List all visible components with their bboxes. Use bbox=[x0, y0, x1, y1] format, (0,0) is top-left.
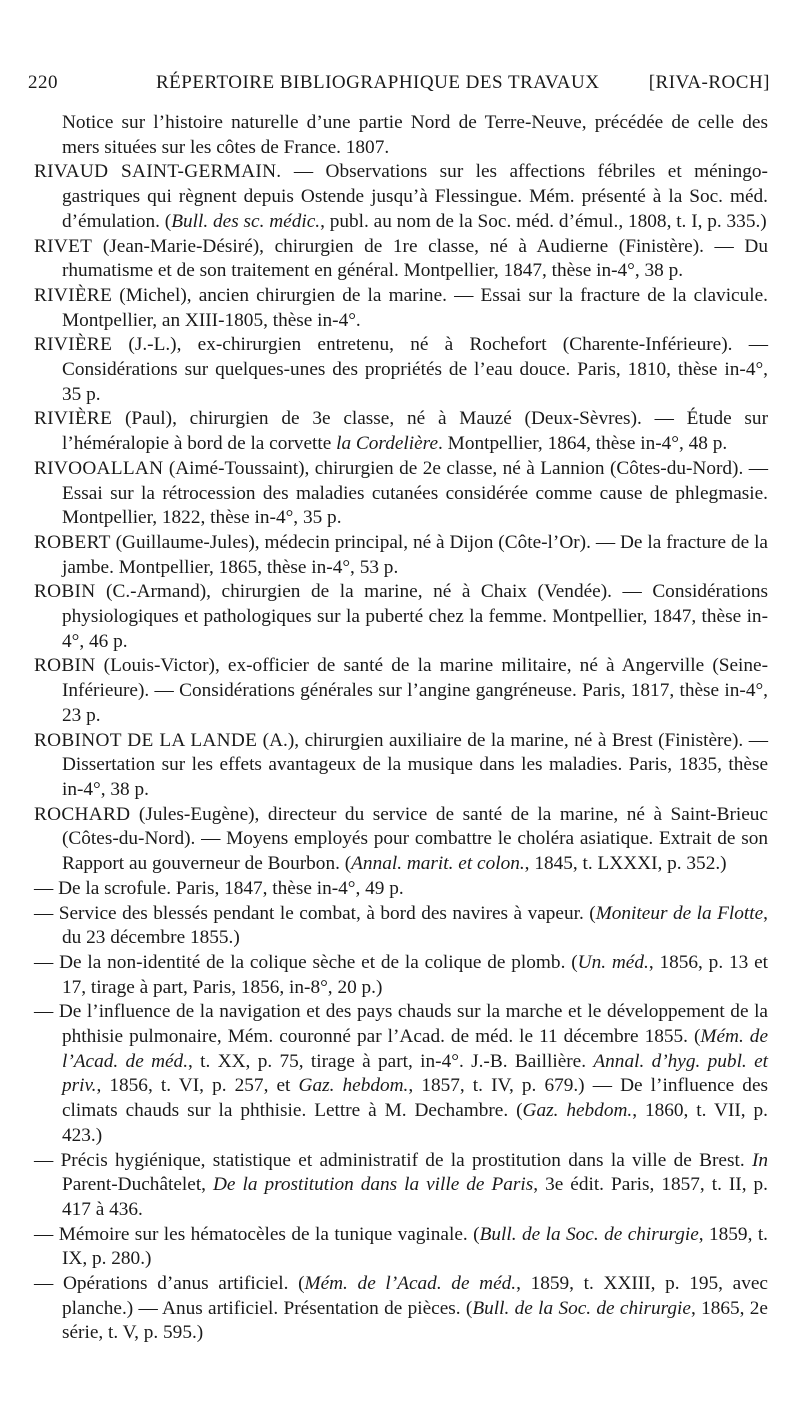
italic-title: Mém. de l’Acad. de méd. bbox=[62, 1026, 768, 1072]
author-name: ROBIN bbox=[34, 581, 96, 603]
author-name: RIVAUD SAINT-GERMAIN. bbox=[34, 161, 282, 183]
entry-range: [RIVA-ROCH] bbox=[648, 72, 770, 93]
entry-text: — Mémoire sur les hématocèles de la tunique vaginale. ( bbox=[34, 1223, 480, 1245]
entry-continuation bbox=[34, 111, 768, 160]
entry-text: , 3e édit. Paris, 1857, t. II, p. 417 à 436. bbox=[62, 1174, 768, 1220]
entry-text: , 1860, t. VII, p. 423.) bbox=[62, 1100, 768, 1146]
entry-text: — De l’influence de la navigation et des pays chauds sur la marche et le développement de la phthisie pulmonaire, Mém. couronné par l’Acad. de méd. le 11 décembre 1855. ( bbox=[34, 1001, 768, 1048]
sub-entry bbox=[34, 1223, 768, 1272]
entry-text: (C.-Armand), chirurgien de la marine, né à Chaix (Vendée). — Considérations physiologiques et pathologiques sur la puberté chez la femme. Montpellier, 1847, thèse in-4°, 46 p. bbox=[62, 581, 768, 652]
entry-text: (Jules-Eugène), directeur du service de santé de la marine, né à Saint-Brieuc (Côtes-du-Nord). — Moyens employés pour combattre le choléra asiatique. Extrait de son Rapport au gouverneur de Bourbon. ( bbox=[62, 803, 768, 875]
bibliography-entry bbox=[34, 531, 768, 580]
entry-text: . Montpellier, 1864, thèse in-4°, 48 p. bbox=[438, 433, 728, 455]
entry-text: — Observations sur les affections fébriles et méningo-gastriques qui règnent depuis Ostende jusqu’à Flessingue. Mém. présenté à la Soc. méd. d’émulation. ( bbox=[62, 161, 768, 232]
author-name: ROBINOT DE LA LANDE bbox=[34, 729, 258, 751]
entry-text: — Opérations d’anus artificiel. ( bbox=[34, 1273, 305, 1295]
running-title: RÉPERTOIRE BIBLIOGRAPHIQUE DES TRAVAUX bbox=[156, 72, 600, 93]
entry-text: , 1865, 2e série, t. V, p. 595.) bbox=[62, 1297, 768, 1344]
sub-entry bbox=[34, 1000, 768, 1148]
entry-text: (Louis-Victor), ex-officier de santé de la marine militaire, né à Angerville (Seine-Inférieure). — Considérations générales sur l’angine gangréneuse. Paris, 1817, thèse in-4°, 23 p. bbox=[62, 655, 768, 726]
entry-text: , 1857, t. IV, p. 679.) — De l’influence des climats chauds sur la phthisie. Lettre à M. Dechambre. ( bbox=[62, 1075, 769, 1122]
entry-text: (Paul), chirurgien de 3e classe, né à Mauzé (Deux-Sèvres). — Étude sur l’héméralopie à bord de la corvette bbox=[62, 408, 768, 455]
page-number: 220 bbox=[28, 72, 58, 93]
entry-text: Notice sur l’histoire naturelle d’une partie Nord de Terre-Neuve, précédée de celle des mers situées sur les côtes de France. 1807. bbox=[62, 112, 768, 158]
italic-title: Gaz. hebdom. bbox=[298, 1075, 409, 1097]
author-name: RIVIÈRE bbox=[34, 334, 113, 356]
bibliography-entry bbox=[34, 654, 768, 728]
bibliography-entry bbox=[34, 803, 768, 877]
entry-text: , 1856, t. VI, p. 257, et bbox=[96, 1075, 299, 1097]
italic-title: Moniteur de la Flotte bbox=[595, 902, 764, 924]
entry-text: Parent-Duchâtelet, bbox=[62, 1174, 213, 1196]
sub-entry bbox=[34, 902, 768, 951]
entry-text: , publ. au nom de la Soc. méd. d’émul., 1808, t. I, p. 335.) bbox=[320, 210, 767, 232]
italic-title: Bull. de la Soc. de chirurgie bbox=[472, 1297, 691, 1319]
italic-title: Gaz. hebdom. bbox=[522, 1100, 633, 1122]
sub-entry bbox=[34, 1272, 768, 1346]
entry-text: , 1859, t. XXIII, p. 195, avec planche.) — Anus artificiel. Présentation de pièces. ( bbox=[62, 1273, 768, 1319]
bibliography-entry bbox=[34, 729, 768, 803]
entry-text: , du 23 décembre 1855.) bbox=[62, 902, 768, 949]
entry-text: — De la non-identité de la colique sèche et de la colique de plomb. ( bbox=[34, 951, 578, 973]
bibliography-entries bbox=[34, 111, 768, 1346]
author-name: RIVIÈRE bbox=[34, 408, 113, 430]
italic-title: Bull. de la Soc. de chirurgie bbox=[479, 1223, 699, 1245]
author-name: RIVOOALLAN bbox=[34, 457, 164, 479]
entry-text: — Précis hygiénique, statistique et administratif de la prostitution dans la ville de Brest. bbox=[34, 1149, 752, 1171]
italic-title: Mém. de l’Acad. de méd. bbox=[304, 1273, 517, 1295]
author-name: ROCHARD bbox=[34, 803, 131, 825]
italic-title: Annal. marit. et colon. bbox=[351, 853, 525, 875]
entry-text: , 1845, t. LXXXI, p. 352.) bbox=[524, 853, 727, 875]
entry-text: — Service des blessés pendant le combat, à bord des navires à vapeur. ( bbox=[34, 902, 596, 924]
sub-entry bbox=[34, 951, 768, 1000]
author-name: RIVIÈRE bbox=[34, 284, 113, 306]
author-name: ROBERT bbox=[34, 531, 111, 553]
running-header bbox=[28, 72, 770, 102]
bibliography-entry bbox=[34, 160, 768, 234]
entry-text: (Michel), ancien chirurgien de la marine. — Essai sur la fracture de la clavicule. Montpellier, an XIII-1805, thèse in-4°. bbox=[62, 284, 768, 331]
entry-text: (Jean-Marie-Désiré), chirurgien de 1re classe, né à Audierne (Finistère). — Du rhumatisme et de son traitement en général. Montpellier, 1847, thèse in-4°, 38 p. bbox=[62, 235, 768, 282]
italic-title: Annal. d’hyg. publ. et priv. bbox=[62, 1050, 769, 1097]
entry-text: (Guillaume-Jules), médecin principal, né à Dijon (Côte-l’Or). — De la fracture de la jambe. Montpellier, 1865, thèse in-4°, 53 p. bbox=[62, 531, 768, 578]
bibliography-entry bbox=[34, 457, 768, 531]
italic-title: la Cordelière bbox=[336, 433, 439, 455]
italic-title: De la prostitution dans la ville de Paris bbox=[213, 1174, 534, 1196]
sub-entry bbox=[34, 1149, 768, 1223]
entry-text: , 1856, p. 13 et 17, tirage à part, Paris, 1856, in-8°, 20 p.) bbox=[62, 951, 768, 998]
sub-entry bbox=[34, 877, 768, 902]
entry-text: (Aimé-Toussaint), chirurgien de 2e classe, né à Lannion (Côtes-du-Nord). — Essai sur la rétrocession des maladies cutanées considérée comme cause de phlegmasie. Montpellier, 1822, thèse in-4°, 35 p. bbox=[62, 457, 768, 529]
bibliography-entry bbox=[34, 235, 768, 284]
italic-title: In bbox=[751, 1149, 768, 1171]
entry-text: , t. XX, p. 75, tirage à part, in-4°. J.-B. Baillière. bbox=[188, 1050, 594, 1072]
bibliography-entry bbox=[34, 580, 768, 654]
bibliography-entry bbox=[34, 333, 768, 407]
italic-title: Bull. des sc. médic. bbox=[171, 210, 321, 232]
bibliography-entry bbox=[34, 407, 768, 456]
bibliography-entry bbox=[34, 284, 768, 333]
entry-text: (A.), chirurgien auxiliaire de la marine, né à Brest (Finistère). — Dissertation sur les effets avantageux de la musique dans les maladies. Paris, 1835, thèse in-4°, 38 p. bbox=[62, 729, 768, 800]
italic-title: Un. méd. bbox=[577, 951, 649, 973]
author-name: ROBIN bbox=[34, 655, 96, 677]
author-name: RIVET bbox=[34, 235, 93, 257]
entry-text: (J.-L.), ex-chirurgien entretenu, né à Rochefort (Charente-Inférieure). — Considérations sur quelques-unes des propriétés de l’eau douce. Paris, 1810, thèse in-4°, 35 p. bbox=[62, 334, 768, 405]
entry-text: — De la scrofule. Paris, 1847, thèse in-4°, 49 p. bbox=[34, 877, 404, 899]
entry-text: , 1859, t. IX, p. 280.) bbox=[62, 1223, 768, 1270]
